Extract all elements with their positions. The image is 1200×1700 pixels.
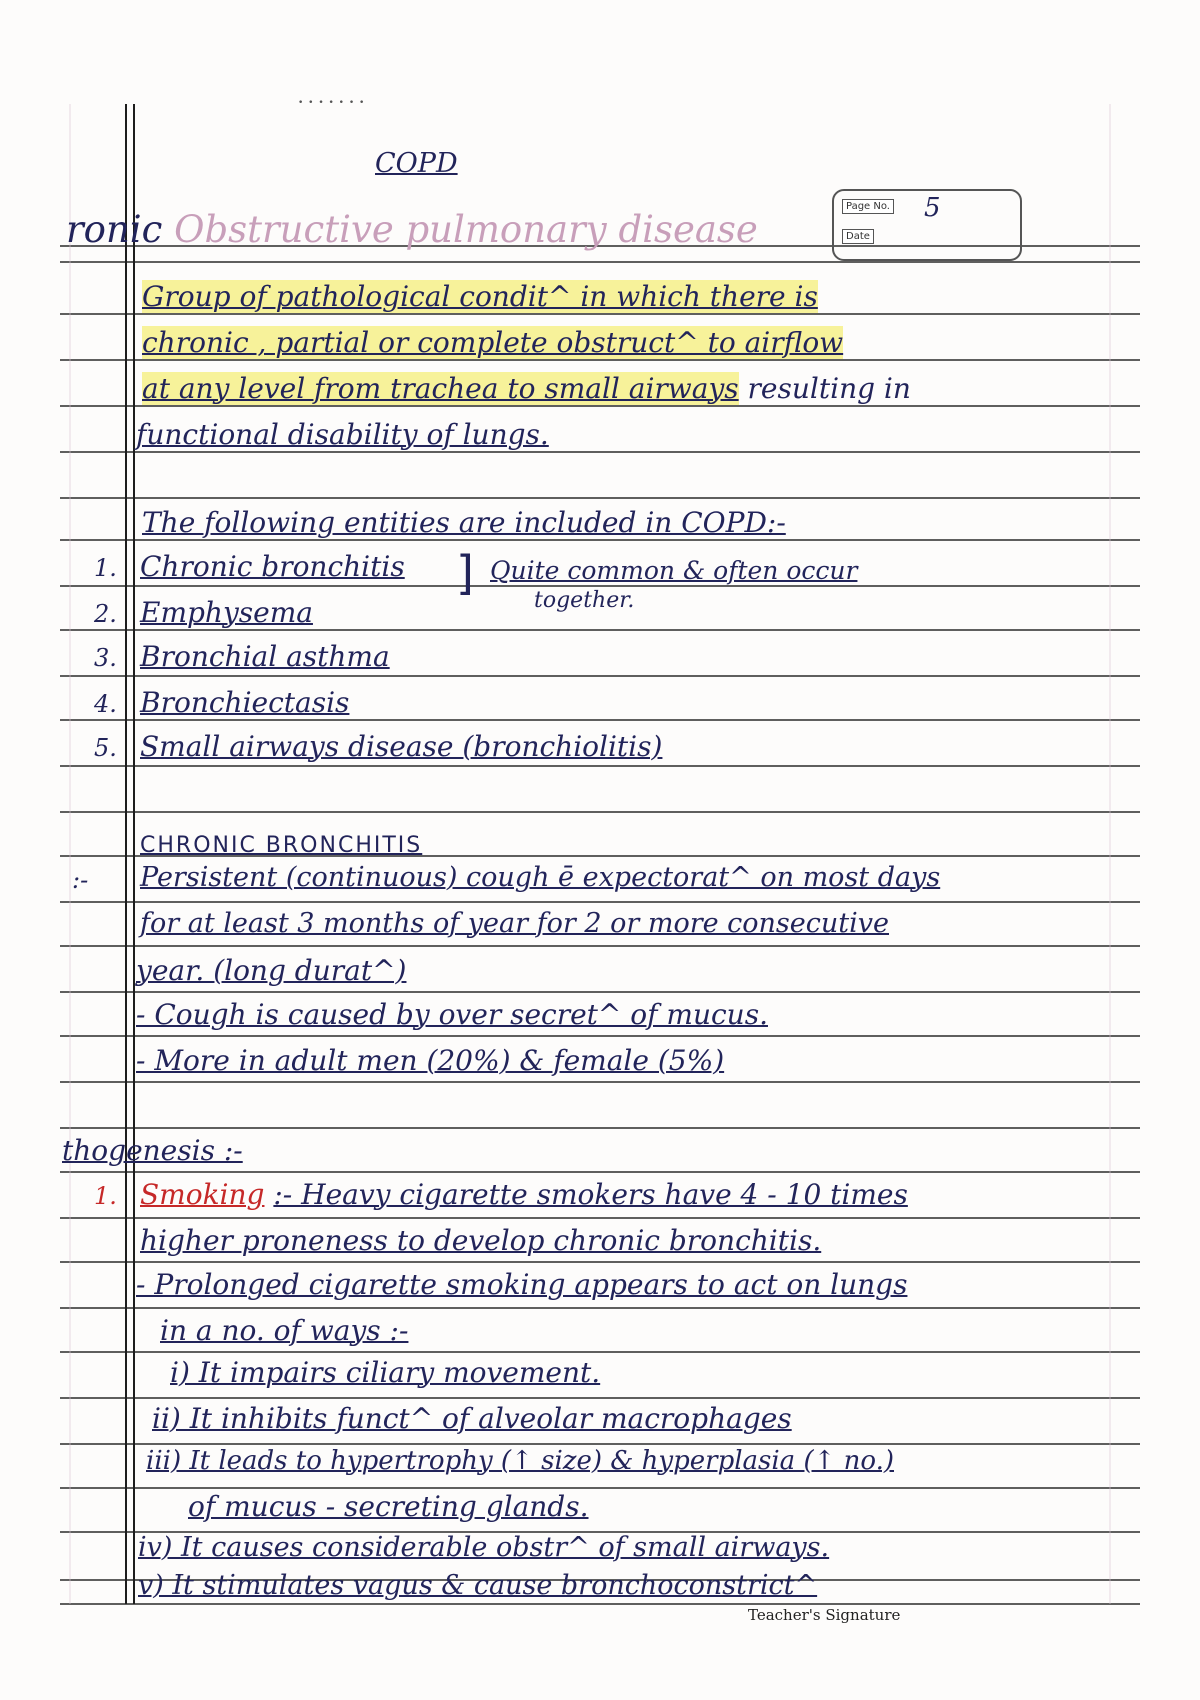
definition-line-3: at any level from trachea to small airways resulting in <box>142 372 911 405</box>
date-label: Date <box>842 229 874 244</box>
entity-item: Bronchial asthma <box>140 640 390 673</box>
cb-definition-line-3: year. (long durat^) <box>136 954 407 987</box>
entity-item: Small airways disease (bronchiolitis) <box>140 730 663 763</box>
page-number-label: Page No. <box>842 199 894 214</box>
smoking-effect: ii) It inhibits funct^ of alveolar macrophages <box>152 1402 792 1435</box>
header-scrawl: • • • • • • • <box>298 98 366 108</box>
definition-line-2: chronic , partial or complete obstruct^ to airflow <box>142 326 844 359</box>
pathogenesis-line-1: Smoking :- Heavy cigarette smokers have 4 - 10 times <box>140 1178 908 1211</box>
heading-prefix: ronic <box>66 208 163 251</box>
bracket-mark: ] <box>456 546 474 600</box>
entity-item: Chronic bronchitis <box>140 550 405 583</box>
cb-bullet-1: - Cough is caused by over secret^ of mucus. <box>136 998 768 1031</box>
pathogenesis-item-number: 1. <box>94 1182 117 1210</box>
entity-number: 5. <box>94 734 117 762</box>
cb-bullet-2: - More in adult men (20%) & female (5%) <box>136 1044 725 1077</box>
smoking-effect: iii) It leads to hypertrophy (↑ size) & hyperplasia (↑ no.) <box>146 1446 894 1476</box>
page-number-box <box>832 189 1022 261</box>
entity-number: 1. <box>94 554 117 582</box>
entities-note-line-1: Quite common & often occur <box>490 556 858 585</box>
smoking-effect: v) It stimulates vagus & cause bronchoconstrict^ <box>138 1570 818 1601</box>
pathogenesis-line-2: higher proneness to develop chronic bronchitis. <box>140 1224 822 1257</box>
smoking-effect: iv) It causes considerable obstr^ of small airways. <box>138 1532 830 1563</box>
definition-line-1: Group of pathological condit^ in which there is <box>142 280 818 313</box>
cb-definition-line-1: Persistent (continuous) cough ē expectorat^ on most days <box>140 862 941 893</box>
page-title: COPD <box>375 148 458 179</box>
page-number-value: 5 <box>924 193 941 223</box>
entities-note-line-2: together. <box>534 588 635 613</box>
entity-number: 4. <box>94 690 117 718</box>
heading-line <box>66 208 758 251</box>
entity-number: 2. <box>94 600 117 628</box>
heading-words: Obstructive pulmonary disease <box>174 208 758 251</box>
entity-item: Bronchiectasis <box>140 686 350 719</box>
smoking-effect: i) It impairs ciliary movement. <box>170 1356 601 1389</box>
cb-definition-line-2: for at least 3 months of year for 2 or more consecutive <box>140 908 889 939</box>
entity-number: 3. <box>94 644 117 672</box>
pathogenesis-heading: thogenesis :- <box>62 1134 243 1167</box>
pathogenesis-line-3: - Prolonged cigarette smoking appears to act on lungs <box>136 1268 908 1301</box>
pathogenesis-line-4: in a no. of ways :- <box>160 1314 409 1347</box>
definition-line-4: functional disability of lungs. <box>136 418 549 451</box>
teacher-signature-label: Teacher's Signature <box>748 1606 901 1624</box>
entity-item: Emphysema <box>140 596 313 629</box>
definition-marker: :- <box>72 866 89 894</box>
entities-intro: The following entities are included in COPD:- <box>142 506 786 539</box>
smoking-effect: of mucus - secreting glands. <box>188 1490 589 1523</box>
chronic-bronchitis-heading: CHRONIC BRONCHITIS <box>140 833 423 858</box>
